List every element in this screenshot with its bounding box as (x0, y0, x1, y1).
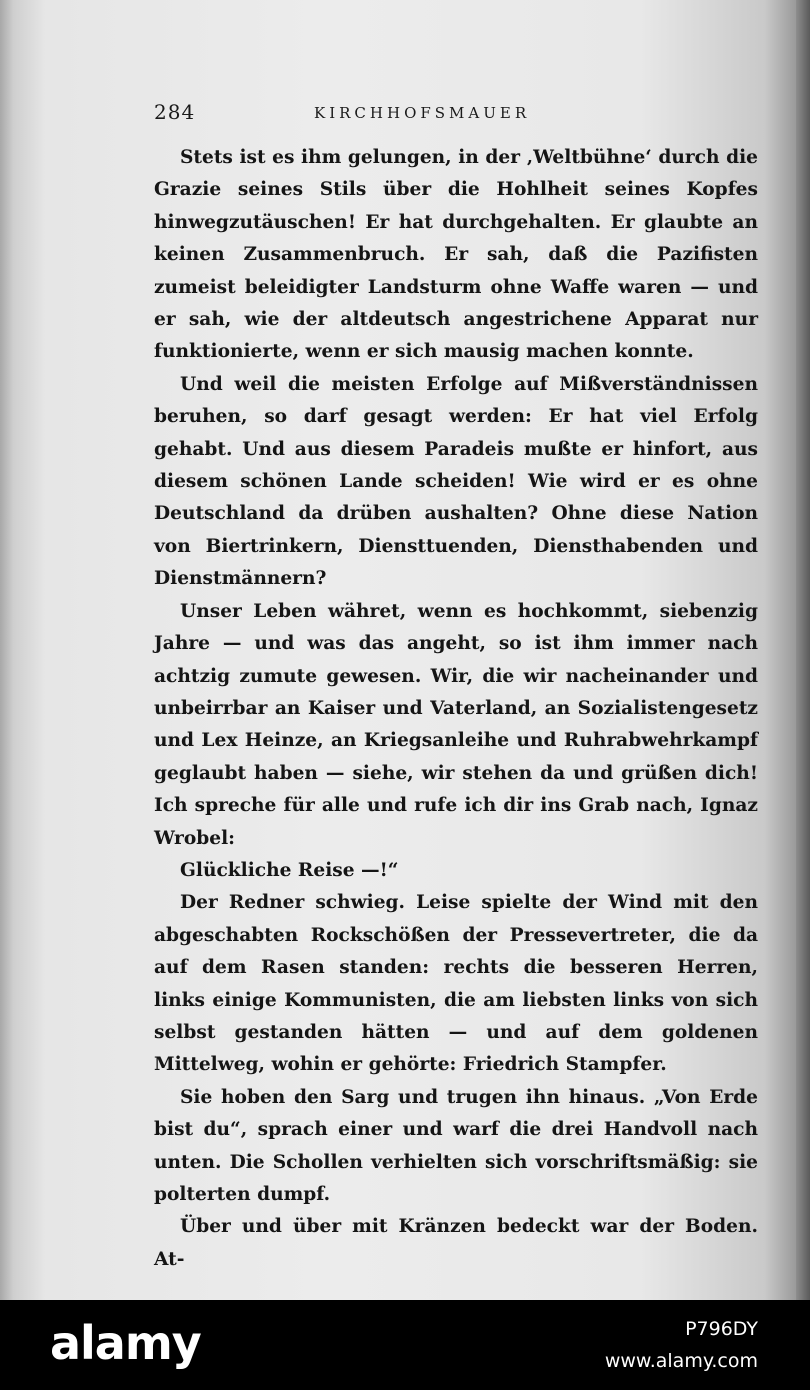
watermark-footer (0, 1300, 810, 1390)
book-gutter (0, 0, 14, 1300)
site-url: www.alamy.com (604, 1350, 758, 1372)
running-head: KIRCHHOFSMAUER (314, 104, 531, 122)
paragraph: Glückliche Reise —!“ (180, 859, 399, 881)
paragraph: Unser Leben währet, wenn es hochkommt, siebenzig Jahre — und was das angeht, so ist ihm immer nach achtzig zumute gewesen. Wir, die wir nacheinander und unbeirrbar an Kaiser und Vaterland, an Sozialistengesetz und Lex Heinze, an Kriegsanleihe und Ruhrabwehrkampf geglaubt haben — siehe, wir stehen da und grüßen dich! Ich spreche für alle und rufe ich dir ins Grab nach, Ignaz Wrobel: (154, 600, 758, 849)
alamy-logo: alamy (50, 1316, 201, 1370)
paragraph: Stets ist es ihm gelungen, in der ‚Weltbühne‘ durch die Grazie seines Stils über die Hohlheit seines Kopfes hinwegzutäuschen! Er hat durchgehalten. Er glaubte an keinen Zusammenbruch. Er sah, daß die Pazifisten zumeist beleidigter Landsturm ohne Waffe waren — und er sah, wie der altdeutsch angestrichene Apparat nur funktionierte, wenn er sich mausig machen konnte. (154, 147, 758, 363)
paragraph: Sie hoben den Sarg und trugen ihn hinaus. „Von Erde bist du“, sprach einer und warf die drei Handvoll nach unten. Die Schollen verhielten sich vorschriftsmäßig: sie polterten dumpf. (154, 1086, 758, 1205)
page-number: 284 (154, 100, 196, 124)
page-edge-shadow (796, 0, 810, 1300)
body-text (154, 142, 758, 1276)
paragraph: Und weil die meisten Erfolge auf Mißverständnissen beruhen, so darf gesagt werden: Er hat viel Erfolg gehabt. Und aus diesem Paradeis mußte er hinfort, aus diesem schönen Lande scheiden! Wie wird er es ohne Deutschland da drüben aushalten? Ohne diese Nation von Biertrinkern, Diensttuenden, Diensthabenden und Dienstmännern? (154, 373, 758, 590)
image-id: P796DY (685, 1318, 758, 1340)
paragraph: Über und über mit Kränzen bedeckt war der Boden. At- (154, 1216, 758, 1270)
paragraph: Der Redner schwieg. Leise spielte der Wind mit den abgeschabten Rockschößen der Pressevertreter, die da auf dem Rasen standen: rechts die besseren Herren, links einige Kommunisten, die am liebsten links von sich selbst gestanden hätten — und auf dem goldenen Mittelweg, wohin er gehörte: Friedrich Stampfer. (154, 892, 758, 1076)
